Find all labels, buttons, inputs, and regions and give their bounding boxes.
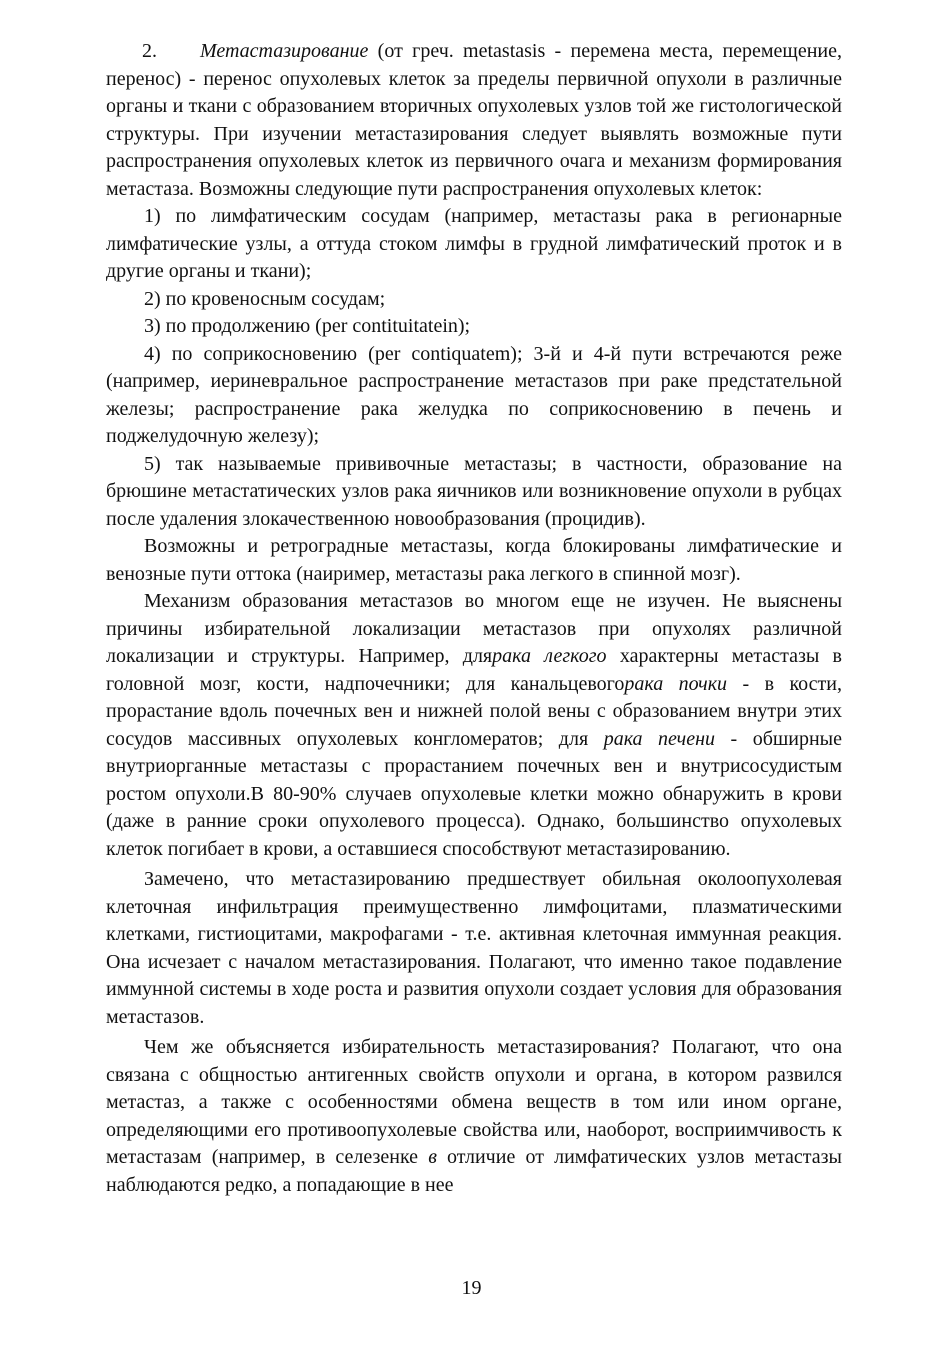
mechanism-text: - обширные внутриорганные метастазы с прорастанием почечных вен и внутрисосудистым ростом опухоли.В 80-90% случаев опухолевые клетки можно обнаружить в крови (даже в ранние сроки опухолевого процесса). Однако, большинство опухолевых клеток погибает в крови, а оставшиеся способствуют метастазированию. [106,727,842,860]
selectivity-text: Чем же объясняется избирательность метастазирования? Полагают, что она связана с общностью антигенных свойств опухоли и органа, в котором развился метастаз, а также с особенностями обмена веществ в том или ином органе, определяющими его противоопухолевые свойства или, наоборот, восприимчивость к метастазам (например, в селезенке [106,1036,842,1168]
term-metastasis: Метастазирование [200,40,369,62]
paragraph-selectivity [106,1034,842,1199]
paragraph-retrograde: Возможны и ретроградные метастазы, когда блокированы лимфатические и венозные пути оттока (наиример, метастазы рака легкого в спинной мозг). [106,535,842,585]
emphasis-kidney-cancer: рака почки [624,672,728,695]
body-text [106,38,842,1199]
paragraph-metastasis-definition [106,38,842,203]
paragraph-infiltration: Замечено, что метастазированию предшествует обильная околоопухолевая клеточная инфильтрация преимущественно лимфоцитами, плазматическими клетками, гистиоцитами, макрофагами - т.е. активная клеточная иммунная реакция. Она исчезает с началом метастазирования. Полагают, что именно такое подавление иммунной системы в ходе роста и развития опухоли создает условия для образования метастазов. [106,868,842,1028]
emphasis-word: в [428,1146,437,1168]
selectivity-text: отличие от лимфатических узлов метастазы наблюдаются редко, а попадающие в нее [106,1146,842,1196]
emphasis-lung-cancer: рака легкого [492,645,607,667]
route-item: 3) по продолжению (per contituitatein); [144,315,471,337]
route-item: 1) по лимфатическим сосудам (например, метастазы рака в регионарные лимфатические узлы, а оттуда стоком лимфы в грудной лимфатический проток и в другие органы и ткани); [106,205,842,282]
definition-text: (от греч. metastasis - перемена места, перемещение, перенос) - перенос опухолевых клеток за пределы первичной опухоли в различные органы и ткани с образованием вторичных опухолевых узлов той же гистологической структуры. При изучении метастазирования следует выявлять возможные пути распространения опухолевых клеток из первичного очага и механизм формирования метастаза. Возможны следующие пути распространения опухолевых клеток: [106,40,842,200]
route-item: 4) по соприкосновению (per contiquatem); 3-й и 4-й пути встречаются реже (например, иериневральное распространение метастазов при раке предстательной железы; распространение рака желудка по соприкосновению в печень и поджелудочную железу); [106,342,842,447]
route-item: 5) так называемые прививочные метастазы; в частности, образование на брюшине метастатических узлов рака яичников или возникновение опухоли в рубцах после удаления злокачественною новообразования (процидив). [106,452,842,530]
mechanism-text: Механизм образования метастазов во многом еще не изучен. Не выяснены причины избирательной локализации метастазов при опухолях различной локализации и структуры. Например, для [106,590,842,667]
paragraph-mechanism [106,588,842,863]
emphasis-liver-cancer: рака печени [603,727,716,750]
page-number: 19 [461,1277,482,1299]
section-number: 2. [142,40,157,62]
mechanism-text: - в кости, прорастание вдоль почечных вен и нижней полой вены с образованием внутри этих сосудов массивных опухолевых конгломератов; для [106,672,842,750]
route-item: 2) по кровеносным сосудам; [144,287,386,310]
mechanism-text: характерны метастазы в головной мозг, кости, надпочечники; для канальцевого [106,645,842,695]
